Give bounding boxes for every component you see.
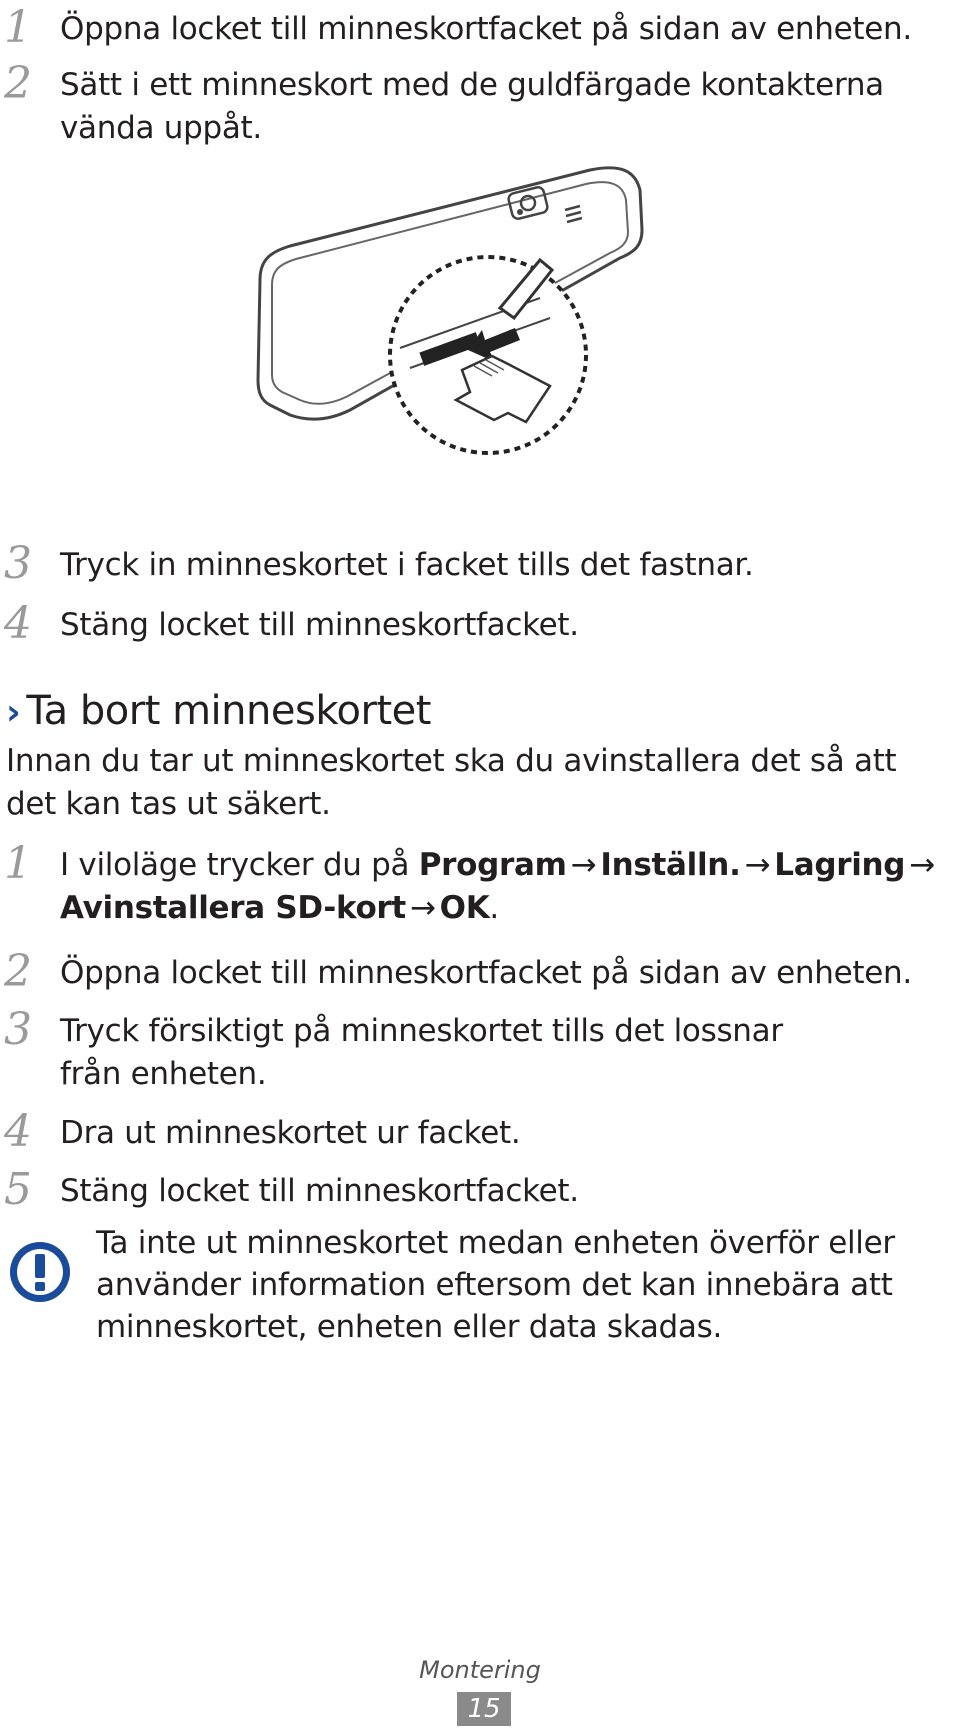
section-heading-text: Ta bort minneskortet — [26, 688, 431, 734]
step-number: 3 — [4, 538, 32, 589]
step-number: 4 — [4, 598, 32, 649]
section-intro: Innan du tar ut minneskortet ska du avinstallera det så att det kan tas ut säkert. — [6, 743, 897, 822]
menu-settings: Inställn. — [600, 847, 741, 883]
arrow-icon: → — [570, 847, 597, 883]
arrow-icon: → — [909, 847, 935, 883]
step-text: Stäng locket till minneskortfacket. — [60, 1173, 579, 1209]
menu-storage: Lagring — [774, 847, 906, 883]
step-text: Sätt i ett minneskort med de guldfärgade kontakterna vända uppåt. — [60, 67, 884, 146]
page-number: 15 — [457, 1692, 511, 1726]
step-number: 3 — [4, 1004, 32, 1055]
step-number: 2 — [4, 58, 32, 109]
step-number: 2 — [4, 946, 32, 997]
chevron-right-icon: › — [6, 692, 21, 733]
arrow-icon: → — [744, 847, 771, 883]
section-heading — [6, 688, 431, 734]
step-number: 4 — [4, 1106, 32, 1157]
step-suffix: . — [489, 890, 499, 926]
step-text — [60, 844, 940, 930]
menu-ok: OK — [439, 890, 490, 926]
menu-unmount-sd: Avinstallera SD-kort — [60, 890, 406, 926]
step-text: Öppna locket till minneskortfacket på sidan av enheten. — [60, 955, 912, 991]
step-text: Tryck in minneskortet i facket tills det fastnar. — [60, 547, 754, 583]
memory-card-insertion-illustration — [230, 160, 710, 500]
exclamation-icon — [8, 1240, 72, 1304]
step-number: 5 — [4, 1164, 32, 1215]
footer-section-name: Montering — [419, 1656, 541, 1684]
step-text: Stäng locket till minneskortfacket. — [60, 607, 579, 643]
step-number: 1 — [4, 838, 32, 889]
step-text: Dra ut minneskortet ur facket. — [60, 1115, 521, 1151]
step-prefix: I viloläge trycker du på — [60, 847, 419, 883]
step-text: Öppna locket till minneskortfacket på sidan av enheten. — [60, 11, 912, 47]
step-text: Tryck försiktigt på minneskortet tills det lossnar från enheten. — [60, 1013, 783, 1092]
menu-program: Program — [418, 847, 567, 883]
arrow-icon: → — [409, 890, 436, 926]
step-number: 1 — [4, 2, 32, 53]
warning-text: Ta inte ut minneskortet medan enheten överför eller använder information eftersom det kan innebära att minneskortet, enheten eller data skadas. — [96, 1225, 895, 1345]
